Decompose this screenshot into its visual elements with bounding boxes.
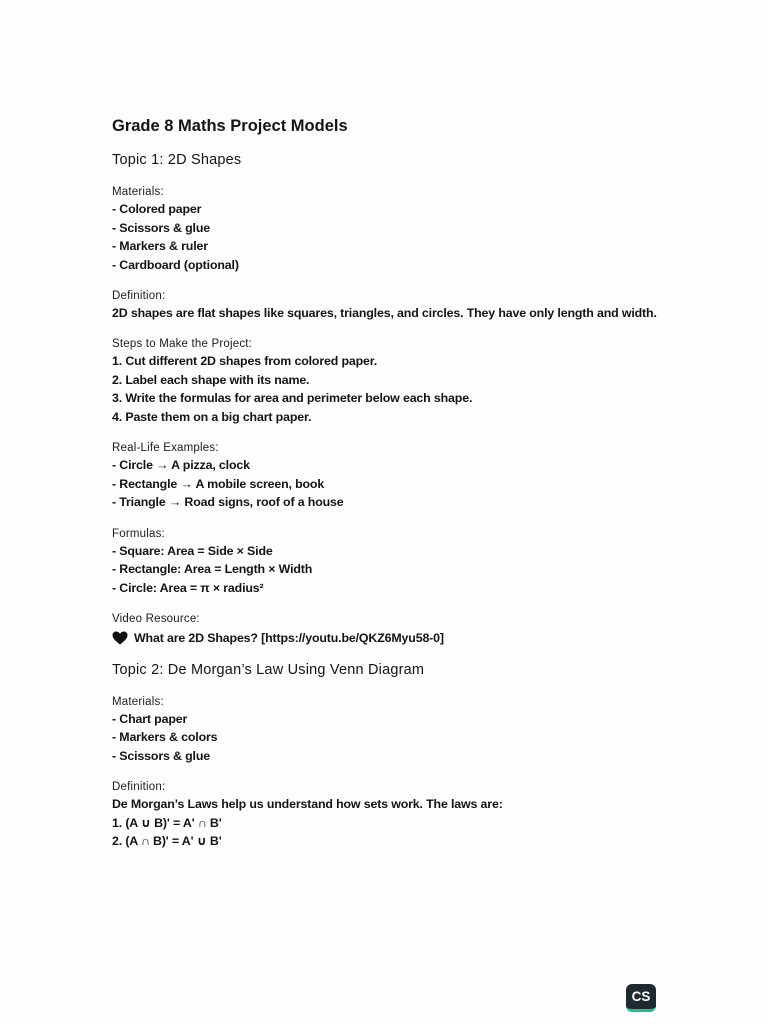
topic2-heading: Topic 2: De Morgan’s Law Using Venn Diagram: [112, 661, 425, 678]
topic1-examples-list: [112, 456, 672, 512]
list-item: - Markers & colors: [112, 730, 218, 744]
list-item: 4. Paste them on a big chart paper.: [112, 409, 312, 424]
list-item: - Rectangle: Area = Length × Width: [112, 562, 313, 576]
topic1-formulas-list: [112, 542, 672, 598]
topic1-formulas-label: Formulas:: [112, 527, 165, 540]
list-item: - Cardboard (optional): [112, 257, 239, 272]
topic2-definition-text: De Morgan’s Laws help us understand how sets work. The laws are:: [112, 797, 503, 811]
topic2-laws-list: [112, 814, 672, 851]
list-item: - Scissors & glue: [112, 220, 210, 235]
topic1-steps-list: [112, 352, 672, 426]
list-item: - Square: Area = Side × Side: [112, 543, 273, 558]
list-item: - Circle → A pizza, clock: [112, 458, 250, 472]
topic2-definition-label: Definition:: [112, 781, 166, 793]
list-item: 2. Label each shape with its name.: [112, 372, 310, 387]
list-item: - Circle: Area = π × radius²: [112, 580, 264, 595]
list-item: 1. Cut different 2D shapes from colored paper.: [112, 354, 378, 368]
topic1-steps-label: Steps to Make the Project:: [112, 338, 253, 350]
list-item: - Chart paper: [112, 711, 188, 726]
topic1-examples-label: Real-Life Examples:: [112, 442, 219, 454]
topic2-materials-list: [112, 710, 672, 766]
list-item: - Markers & ruler: [112, 239, 208, 253]
topic1-materials-label: Materials:: [112, 186, 164, 198]
topic1-materials-list: [112, 200, 672, 274]
heart-icon: [112, 631, 128, 645]
topic1-video-label: Video Resource:: [112, 613, 200, 625]
topic2-materials-label: Materials:: [112, 695, 164, 708]
topic1-definition-label: Definition:: [112, 290, 166, 302]
list-item: 1. (A ∪ B)' = A' ∩ B': [112, 815, 222, 830]
list-item: - Scissors & glue: [112, 748, 210, 763]
video-resource-link[interactable]: [112, 629, 672, 648]
list-item: - Colored paper: [112, 202, 202, 216]
topic1-heading: Topic 1: 2D Shapes: [112, 152, 242, 168]
list-item: 3. Write the formulas for area and perimeter below each shape.: [112, 391, 473, 405]
document-body: [112, 114, 672, 851]
camscanner-badge: CS: [626, 984, 656, 1012]
list-item: - Rectangle → A mobile screen, book: [112, 476, 325, 491]
video-link-text[interactable]: What are 2D Shapes? [https://youtu.be/QKZ6Myu58-0]: [134, 631, 444, 645]
document-title: Grade 8 Maths Project Models: [112, 117, 348, 135]
topic1-definition-text: 2D shapes are flat shapes like squares, triangles, and circles. They have only length and width.: [112, 306, 657, 320]
list-item: - Triangle → Road signs, roof of a house: [112, 495, 344, 509]
list-item: 2. (A ∩ B)' = A' ∪ B': [112, 834, 222, 848]
